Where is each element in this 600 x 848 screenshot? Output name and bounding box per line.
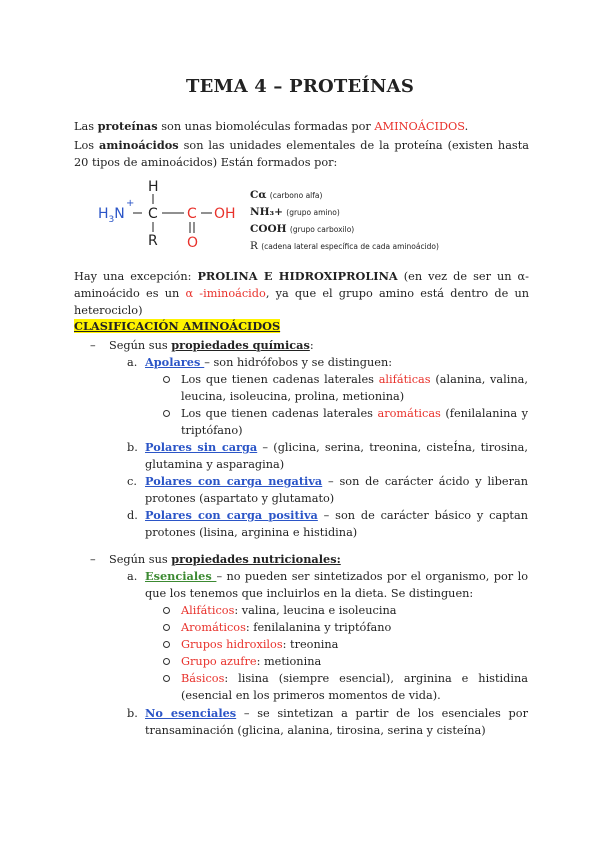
carboxyl-carbon-label: C: [187, 206, 197, 222]
circle-bullet-icon: [163, 675, 170, 682]
section-heading: CLASIFICACIÓN AMINOÁCIDOS: [74, 319, 281, 333]
list-marker: d.: [127, 509, 138, 522]
term-proteinas: proteínas: [97, 119, 158, 133]
term-prolina: PROLINA E HIDROXIPROLINA: [197, 269, 398, 283]
dash-bullet: –: [90, 339, 96, 352]
list-item-polares-positiva: Polares con carga positiva – son de carácter básico y captan protones (lisina, arginina e histidina): [145, 508, 528, 539]
intro-paragraph-2: [74, 137, 529, 171]
text-run: Los: [74, 139, 100, 152]
dash-bullet: –: [90, 553, 96, 566]
term-aminoacidos-bold: aminoácidos: [99, 138, 179, 152]
sublist-item-aromaticas: Los que tienen cadenas laterales aromáticas (fenilalanina y triptófano): [181, 407, 528, 437]
term-iminoacido: α -iminoácido: [185, 287, 266, 300]
page-title: TEMA 4 – PROTEÍNAS: [185, 76, 415, 97]
list-item-no-esenciales: No esenciales – se sintetizan a partir de los esenciales por transaminación (glicina, alanina, tirosina, serina y cisteína): [145, 706, 528, 737]
circle-bullet-icon: [163, 658, 170, 665]
circle-bullet-icon: [163, 410, 170, 417]
exception-paragraph: Hay una excepción: PROLINA E HIDROXIPROLINA (en vez de ser un α-aminoácido es un α -iminoácido, ya que el grupo amino está dentro de un heterociclo): [74, 269, 530, 317]
circle-bullet-icon: [163, 624, 170, 631]
list-marker: a.: [127, 356, 138, 369]
list-item-apolares: Apolares – son hidrófobos y se distinguen:: [145, 355, 393, 369]
list-item-polares-sin-carga: Polares sin carga – (glicina, serina, treonina, cisteÍna, tirosina, glutamina y asparagina): [145, 440, 528, 471]
text-run: .: [464, 120, 469, 133]
sublist-item: Alifáticos: valina, leucina e isoleucina: [181, 604, 397, 617]
legend-item-r: R (cadena lateral específica de cada aminoácido): [250, 240, 439, 252]
list-marker: b.: [127, 441, 138, 454]
circle-bullet-icon: [163, 641, 170, 648]
circle-bullet-icon: [163, 376, 170, 383]
legend-item-amino: NH₃+ (grupo amino): [250, 206, 340, 218]
list-marker: b.: [127, 707, 138, 720]
sublist-item-alifaticas: Los que tienen cadenas laterales alifáticas (alanina, valina, leucina, isoleucina, prolina, metionina): [181, 373, 528, 403]
list-item-polares-negativa: Polares con carga negativa – son de carácter ácido y liberan protones (aspartato y glutamato): [145, 474, 528, 505]
intro-paragraph-1: [74, 118, 529, 135]
text-run: Las: [74, 120, 98, 133]
term-aminoacidos: AMINOÁCIDOS: [374, 120, 465, 133]
sublist-item: Aromáticos: fenilalanina y triptófano: [181, 621, 392, 634]
oxygen-label: O: [187, 235, 199, 250]
circle-bullet-icon: [163, 607, 170, 614]
amino-acid-structure-diagram: [96, 178, 246, 250]
legend-item-calpha: Cα (carbono alfa): [250, 189, 323, 201]
chemical-properties-intro: Según sus propiedades químicas:: [109, 338, 314, 352]
side-chain-label: R: [148, 233, 158, 249]
sublist-item: Grupos hidroxilos: treonina: [181, 638, 339, 651]
text-run: son las unidades elementales de la proteína (existen hasta 20 tipos de aminoácidos) Están formados por:: [74, 139, 529, 169]
text-run: son unas biomoléculas formadas por: [157, 120, 375, 133]
hydroxyl-label: OH: [214, 206, 236, 222]
positive-charge-label: +: [126, 198, 135, 209]
alpha-carbon-label: C: [148, 206, 158, 222]
amino-group-label: $H_3N$: [98, 206, 125, 225]
legend-item-carboxyl: COOH (grupo carboxilo): [250, 223, 355, 235]
list-marker: c.: [127, 475, 137, 488]
list-marker: a.: [127, 570, 138, 583]
list-item-esenciales: Esenciales – no pueden ser sintetizados por el organismo, por lo que los tenemos que incluirlos en la dieta. Se distinguen:: [145, 569, 528, 600]
hydrogen-atom-label: H: [148, 179, 159, 195]
sublist-item: Básicos: lisina (siempre esencial), arginina e histidina (esencial en los primeros momentos de vida).: [181, 672, 528, 702]
nutritional-properties-intro: Según sus propiedades nutricionales:: [109, 552, 341, 566]
sublist-item: Grupo azufre: metionina: [181, 655, 322, 668]
